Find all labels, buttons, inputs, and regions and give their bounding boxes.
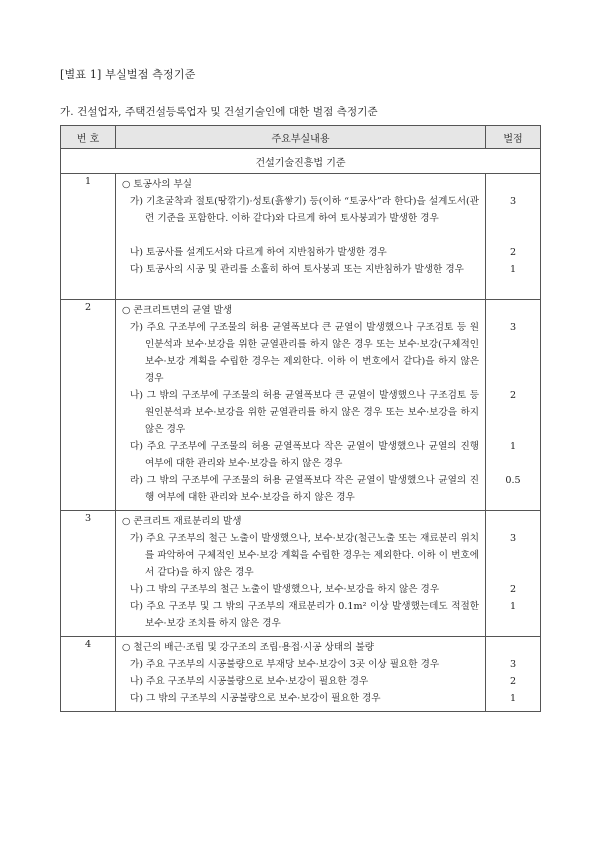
score-value: 1 <box>509 441 517 452</box>
list-item: 가) 주요 구조부의 시공불량으로 부재당 보수·보강이 3곳 이상 필요한 경우 <box>130 659 440 670</box>
list-item: 나) 주요 구조부의 시공불량으로 보수·보강이 필요한 경우 <box>130 676 369 687</box>
score-value: 3 <box>509 659 517 670</box>
list-item: 나) 그 밖의 구조부에 구조물의 허용 균열폭보다 큰 균열이 발생했으나 구조검토 등 원인분석과 보수·보강을 위한 균열관리를 하지 않은 경우 또는 보수·보강을 하지 않은 경우 <box>130 390 479 435</box>
row-content <box>116 300 486 511</box>
row-heading: ○ 콘크리트 재료분리의 발생 <box>122 516 242 527</box>
header-content: 주요부실내용 <box>116 126 486 149</box>
list-item: 다) 주요 구조부에 구조물의 허용 균열폭보다 작은 균열이 발생했으나 균열의 진행 여부에 대한 관리와 보수·보강을 하지 않은 경우 <box>130 441 479 469</box>
table-header-row <box>61 126 541 149</box>
list-item: 다) 주요 구조부 및 그 밖의 구조부의 재료분리가 0.1m² 이상 발생했는데도 적절한 보수·보강 조치를 하지 않은 경우 <box>130 601 479 629</box>
row-content <box>116 174 486 300</box>
score-value: 2 <box>509 390 517 401</box>
table-row <box>61 300 541 511</box>
penalty-criteria-table <box>60 125 541 712</box>
row-heading: ○ 토공사의 부실 <box>122 179 193 190</box>
list-item: 나) 그 밖의 구조부의 철근 노출이 발생했으나, 보수·보강을 하지 않은 경우 <box>130 584 440 595</box>
list-item: 가) 주요 구조부에 구조물의 허용 균열폭보다 큰 균열이 발생했으나 구조검토 등 원인분석과 보수·보강을 위한 균열관리를 하지 않은 경우 또는 보수·보강(구체적인 보수·보강 계획을 수립한 경우는 제외한다. 이하 이 번호에서 같다)을 하지 않은 경우 <box>130 322 479 384</box>
row-number: 4 <box>61 637 116 712</box>
list-item: 라) 그 밖의 구조부에 구조물의 허용 균열폭보다 작은 균열이 발생했으나 균열의 진행 여부에 대한 관리와 보수·보강을 하지 않은 경우 <box>130 475 479 503</box>
section-title: 가. 건설업자, 주택건설등록업자 및 건설기술인에 대한 벌점 측정기준 <box>60 106 378 118</box>
list-item: 나) 토공사를 설계도서와 다르게 하여 지반침하가 발생한 경우 <box>130 247 387 258</box>
row-heading: ○ 철근의 배근·조립 및 강구조의 조립·용접·시공 상태의 불량 <box>122 642 375 653</box>
row-number: 1 <box>61 174 116 300</box>
table-row <box>61 174 541 300</box>
subheader-row <box>61 149 541 174</box>
table-row <box>61 637 541 712</box>
row-scores <box>486 174 541 300</box>
score-value: 2 <box>509 676 517 687</box>
score-value: 1 <box>509 693 517 704</box>
score-value: 3 <box>509 533 517 544</box>
score-value: 2 <box>509 584 517 595</box>
score-value: 1 <box>509 264 517 275</box>
list-item: 가) 기초굴착과 절토(땅깎기)·성토(흙쌓기) 등(이하 “토공사”라 한다)을 설계도서(관련 기준을 포함한다. 이하 같다)와 다르게 하여 토사붕괴가 발생한 경우 <box>130 196 479 224</box>
row-scores <box>486 511 541 637</box>
subheader-label: 건설기술진흥법 기준 <box>61 149 541 174</box>
list-item: 다) 그 밖의 구조부의 시공불량으로 보수·보강이 필요한 경우 <box>130 693 381 704</box>
document-title: [별표 1] 부실벌점 측정기준 <box>60 68 196 81</box>
score-value: 2 <box>509 247 517 258</box>
header-number: 번 호 <box>61 126 116 149</box>
row-number: 2 <box>61 300 116 511</box>
score-value: 3 <box>509 322 517 333</box>
score-value: 3 <box>509 196 517 207</box>
score-value: 1 <box>509 601 517 612</box>
score-value: 0.5 <box>505 475 521 486</box>
row-scores <box>486 300 541 511</box>
row-content <box>116 637 486 712</box>
row-scores <box>486 637 541 712</box>
list-item: 다) 토공사의 시공 및 관리를 소홀히 하여 토사붕괴 또는 지반침하가 발생한 경우 <box>130 264 464 275</box>
row-heading: ○ 콘크리트면의 균열 발생 <box>122 305 233 316</box>
list-item: 가) 주요 구조부의 철근 노출이 발생했으나, 보수·보강(철근노출 또는 재료분리 위치를 파악하여 구체적인 보수·보강 계획을 수립한 경우는 제외한다. 이하 이 번호에서 같다)을 하지 않은 경우 <box>130 533 479 578</box>
row-number: 3 <box>61 511 116 637</box>
row-content <box>116 511 486 637</box>
header-score: 벌점 <box>486 126 541 149</box>
table-row <box>61 511 541 637</box>
